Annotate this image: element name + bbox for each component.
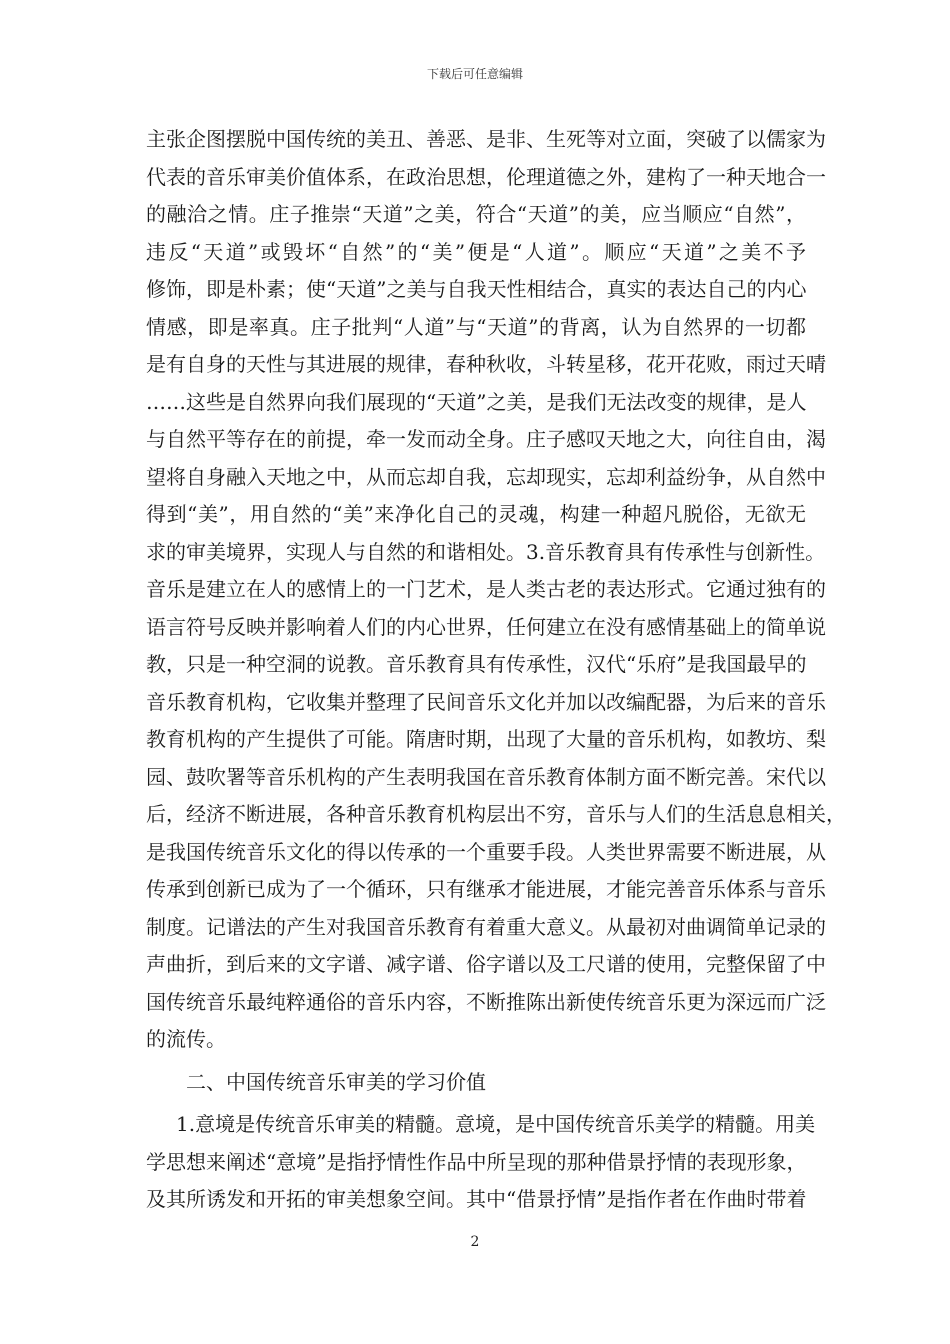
text-line: 音乐教育机构，它收集并整理了民间音乐文化并加以改编配器，为后来的音乐	[146, 689, 826, 714]
text-line: 是有自身的天性与其进展的规律，春种秋收，斗转星移，花开花败，雨过天晴	[146, 352, 826, 376]
text-line: 主张企图摆脱中国传统的美丑、善恶、是非、生死等对立面，突破了以儒家为	[146, 127, 826, 151]
text-line: 是我国传统音乐文化的得以传承的一个重要手段。人类世界需要不断进展，从	[146, 839, 826, 864]
text-line: 语言符号反映并影响着人们的内心世界，任何建立在没有感情基础上的简单说	[146, 614, 826, 639]
text-line: 情感，即是率真。庄子批判“人道”与“天道”的背离，认为自然界的一切都	[146, 314, 806, 339]
section-heading: 二、中国传统音乐审美的学习价值	[186, 1069, 486, 1094]
text-line: 的流传。	[146, 1027, 226, 1051]
text-line: ……这些是自然界向我们展现的“天道”之美，是我们无法改变的规律，是人	[146, 389, 807, 414]
text-line: 与自然平等存在的前提，牵一发而动全身。庄子感叹天地之大，向往自由，渴	[146, 427, 826, 451]
text-line: 代表的音乐审美价值体系，在政治思想，伦理道德之外，建构了一种天地合一	[146, 164, 826, 189]
text-line: 教，只是一种空洞的说教。音乐教育具有传承性，汉代“乐府”是我国最早的	[146, 652, 807, 676]
text-line: 1.意境是传统音乐审美的精髓。意境，是中国传统音乐美学的精髓。用美	[176, 1112, 816, 1136]
text-line: 学思想来阐述“意境”是指抒情性作品中所呈现的那种借景抒情的表现形象，	[146, 1149, 807, 1174]
text-line: 求的审美境界，实现人与自然的和谐相处。3.音乐教育具有传承性与创新性。	[146, 539, 826, 564]
text-line: 得到“美”，用自然的“美”来净化自己的灵魂，构建一种超凡脱俗，无欲无	[146, 502, 806, 526]
text-line: 国传统音乐最纯粹通俗的音乐内容，不断推陈出新使传统音乐更为深远而广泛	[146, 989, 826, 1014]
text-line: 传承到创新已成为了一个循环，只有继承才能进展，才能完善音乐体系与音乐	[146, 877, 826, 901]
text-line: 望将自身融入天地之中，从而忘却自我，忘却现实，忘却利益纷争，从自然中	[146, 464, 826, 489]
document-body	[146, 121, 846, 1219]
text-line: 违反“天道”或毁坏“自然”的“美”便是“人道”。顺应“天道”之美不予	[146, 239, 806, 264]
page-number: 2	[470, 1234, 480, 1250]
paragraph-2	[146, 1106, 816, 1219]
text-line: 制度。记谱法的产生对我国音乐教育有着重大意义。从最初对曲调简单记录的	[146, 914, 826, 939]
text-line: 声曲折，到后来的文字谱、减字谱、俗字谱以及工尺谱的使用，完整保留了中	[146, 952, 826, 976]
text-line: 教育机构的产生提供了可能。隋唐时期，出现了大量的音乐机构，如教坊、梨	[146, 727, 826, 751]
text-line: 修饰，即是朴素；使“天道”之美与自我天性相结合，真实的表达自己的内心	[146, 277, 807, 301]
text-line: 园、鼓吹署等音乐机构的产生表明我国在音乐教育体制方面不断完善。宋代以	[146, 764, 826, 789]
page-header: 下载后可任意编辑	[426, 67, 523, 81]
paragraph-1	[146, 121, 846, 1059]
text-line: 后，经济不断进展，各种音乐教育机构层出不穷，音乐与人们的生活息息相关，	[146, 802, 846, 826]
text-line: 的融洽之情。庄子推崇“天道”之美，符合“天道”的美，应当顺应“自然”，	[146, 202, 806, 226]
text-line: 音乐是建立在人的感情上的一门艺术，是人类古老的表达形式。它通过独有的	[146, 577, 826, 601]
text-line: 及其所诱发和开拓的审美想象空间。其中“借景抒情”是指作者在作曲时带着	[146, 1187, 807, 1211]
